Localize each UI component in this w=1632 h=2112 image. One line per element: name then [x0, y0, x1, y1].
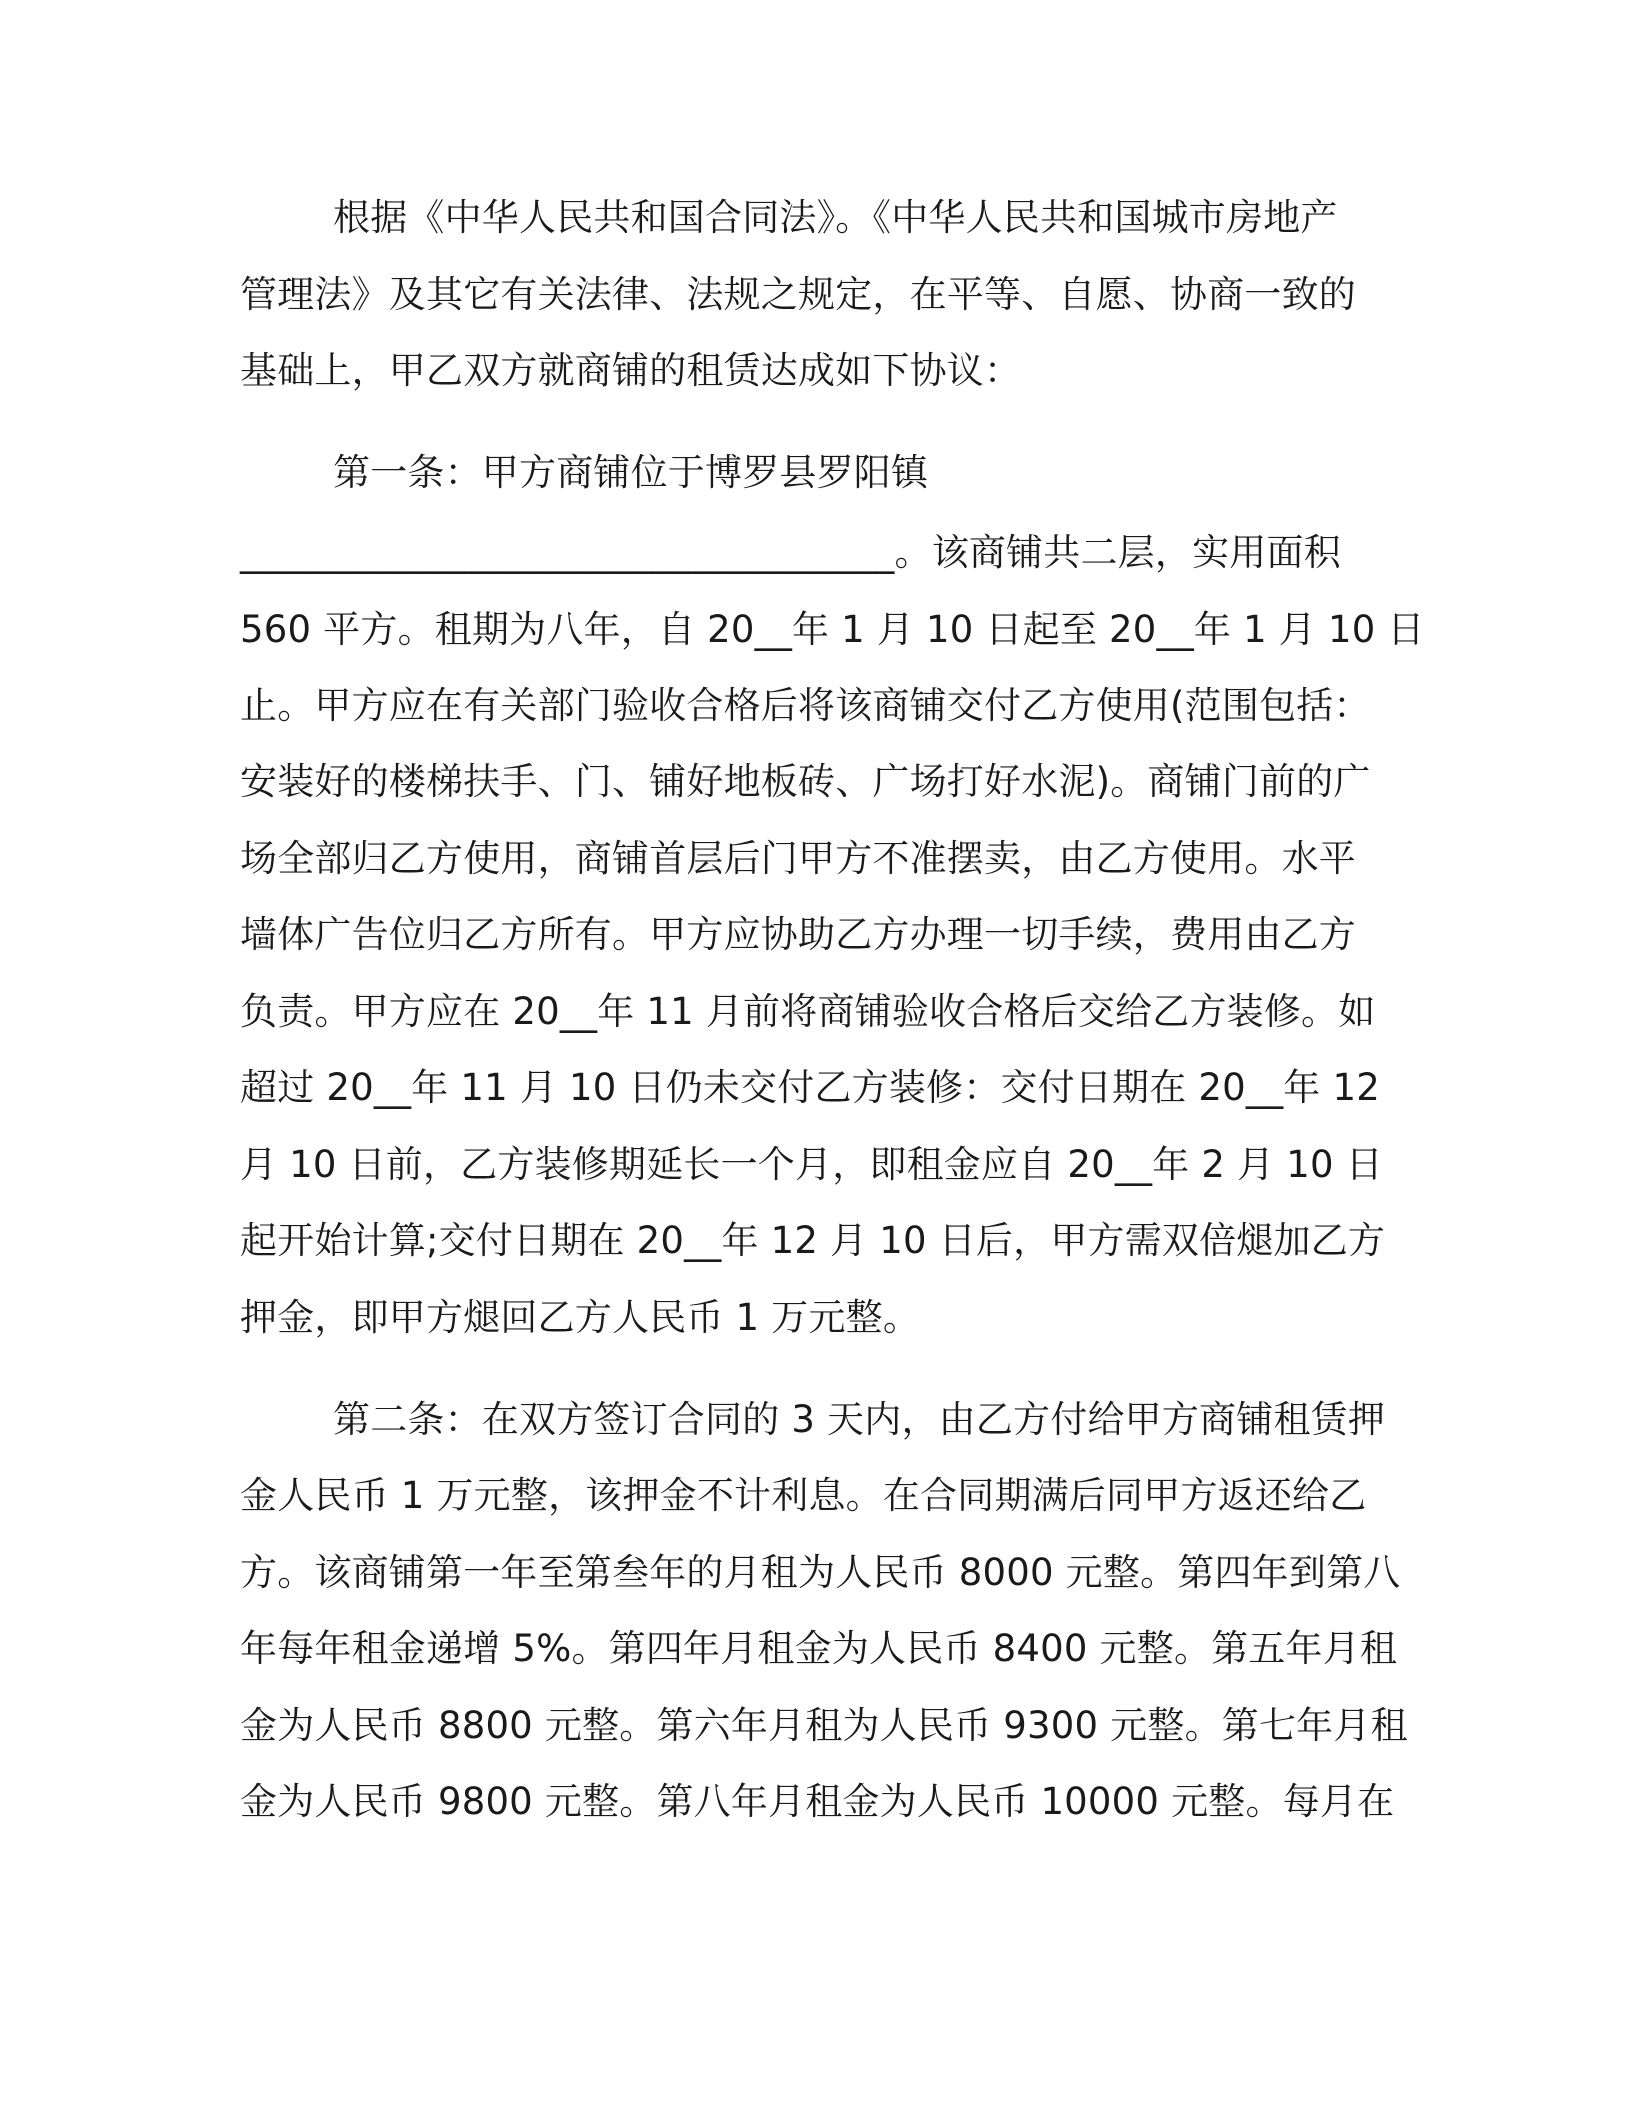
- article-1-line-1: 第一条：甲方商铺位于博罗县罗阳镇: [333, 451, 929, 494]
- article-1-line-7: 墙体广告位归乙方所有。甲方应协助乙方办理一切手续，费用由乙方: [240, 913, 1356, 956]
- article-2-line-6: 金为人民币 9800 元整。第八年月租金为人民币 10000 元整。每月在: [240, 1780, 1395, 1823]
- intro-line-3: 基础上，甲乙双方就商铺的租赁达成如下协议：: [240, 349, 1022, 392]
- article-2-line-4: 年每年租金递增 5%。第四年月租金为人民币 8400 元整。第五年月租: [240, 1627, 1398, 1670]
- article-2-line-1: 第二条：在双方签订合同的 3 天内，由乙方付给甲方商铺租赁押: [333, 1398, 1386, 1441]
- article-1-line-4: 止。甲方应在有关部门验收合格后将该商铺交付乙方使用(范围包括：: [240, 684, 1371, 727]
- article-1-line-12: 押金，即甲方煺回乙方人民币 1 万元整。: [240, 1296, 921, 1339]
- article-2-line-3: 方。该商铺第一年至第叁年的月租为人民币 8000 元整。第四年到第八: [240, 1551, 1401, 1594]
- article-1-line-10: 月 10 日前，乙方装修期延长一个月，即租金应自 20__年 2 月 10 日: [240, 1143, 1383, 1186]
- article-1-line-3: 560 平方。租期为八年，自 20__年 1 月 10 日起至 20__年 1 月 10 日: [240, 608, 1425, 651]
- article-1-line-5: 安装好的楼梯扶手、门、铺好地板砖、广场打好水泥)。商铺门前的广: [240, 760, 1371, 803]
- article-1-line-2: ___________________________________。该商铺共二层，实用面积: [240, 531, 1341, 574]
- article-1-line-8: 负责。甲方应在 20__年 11 月前将商铺验收合格后交给乙方装修。如: [240, 990, 1376, 1033]
- article-1-line-6: 场全部归乙方使用，商铺首层后门甲方不准摆卖，由乙方使用。水平: [240, 837, 1356, 880]
- article-1-line-9: 超过 20__年 11 月 10 日仍未交付乙方装修：交付日期在 20__年 12: [240, 1066, 1380, 1109]
- article-2-line-2: 金人民币 1 万元整，该押金不计利息。在合同期满后同甲方返还给乙: [240, 1474, 1367, 1517]
- article-2-line-5: 金为人民币 8800 元整。第六年月租为人民币 9300 元整。第七年月租: [240, 1704, 1408, 1747]
- article-1-line-11: 起开始计算;交付日期在 20__年 12 月 10 日后，甲方需双倍煺加乙方: [240, 1219, 1386, 1262]
- intro-line-2: 管理法》及其它有关法律、法规之规定，在平等、自愿、协商一致的: [240, 273, 1356, 316]
- intro-line-1: 根据《中华人民共和国合同法》。《中华人民共和国城市房地产: [333, 196, 1338, 239]
